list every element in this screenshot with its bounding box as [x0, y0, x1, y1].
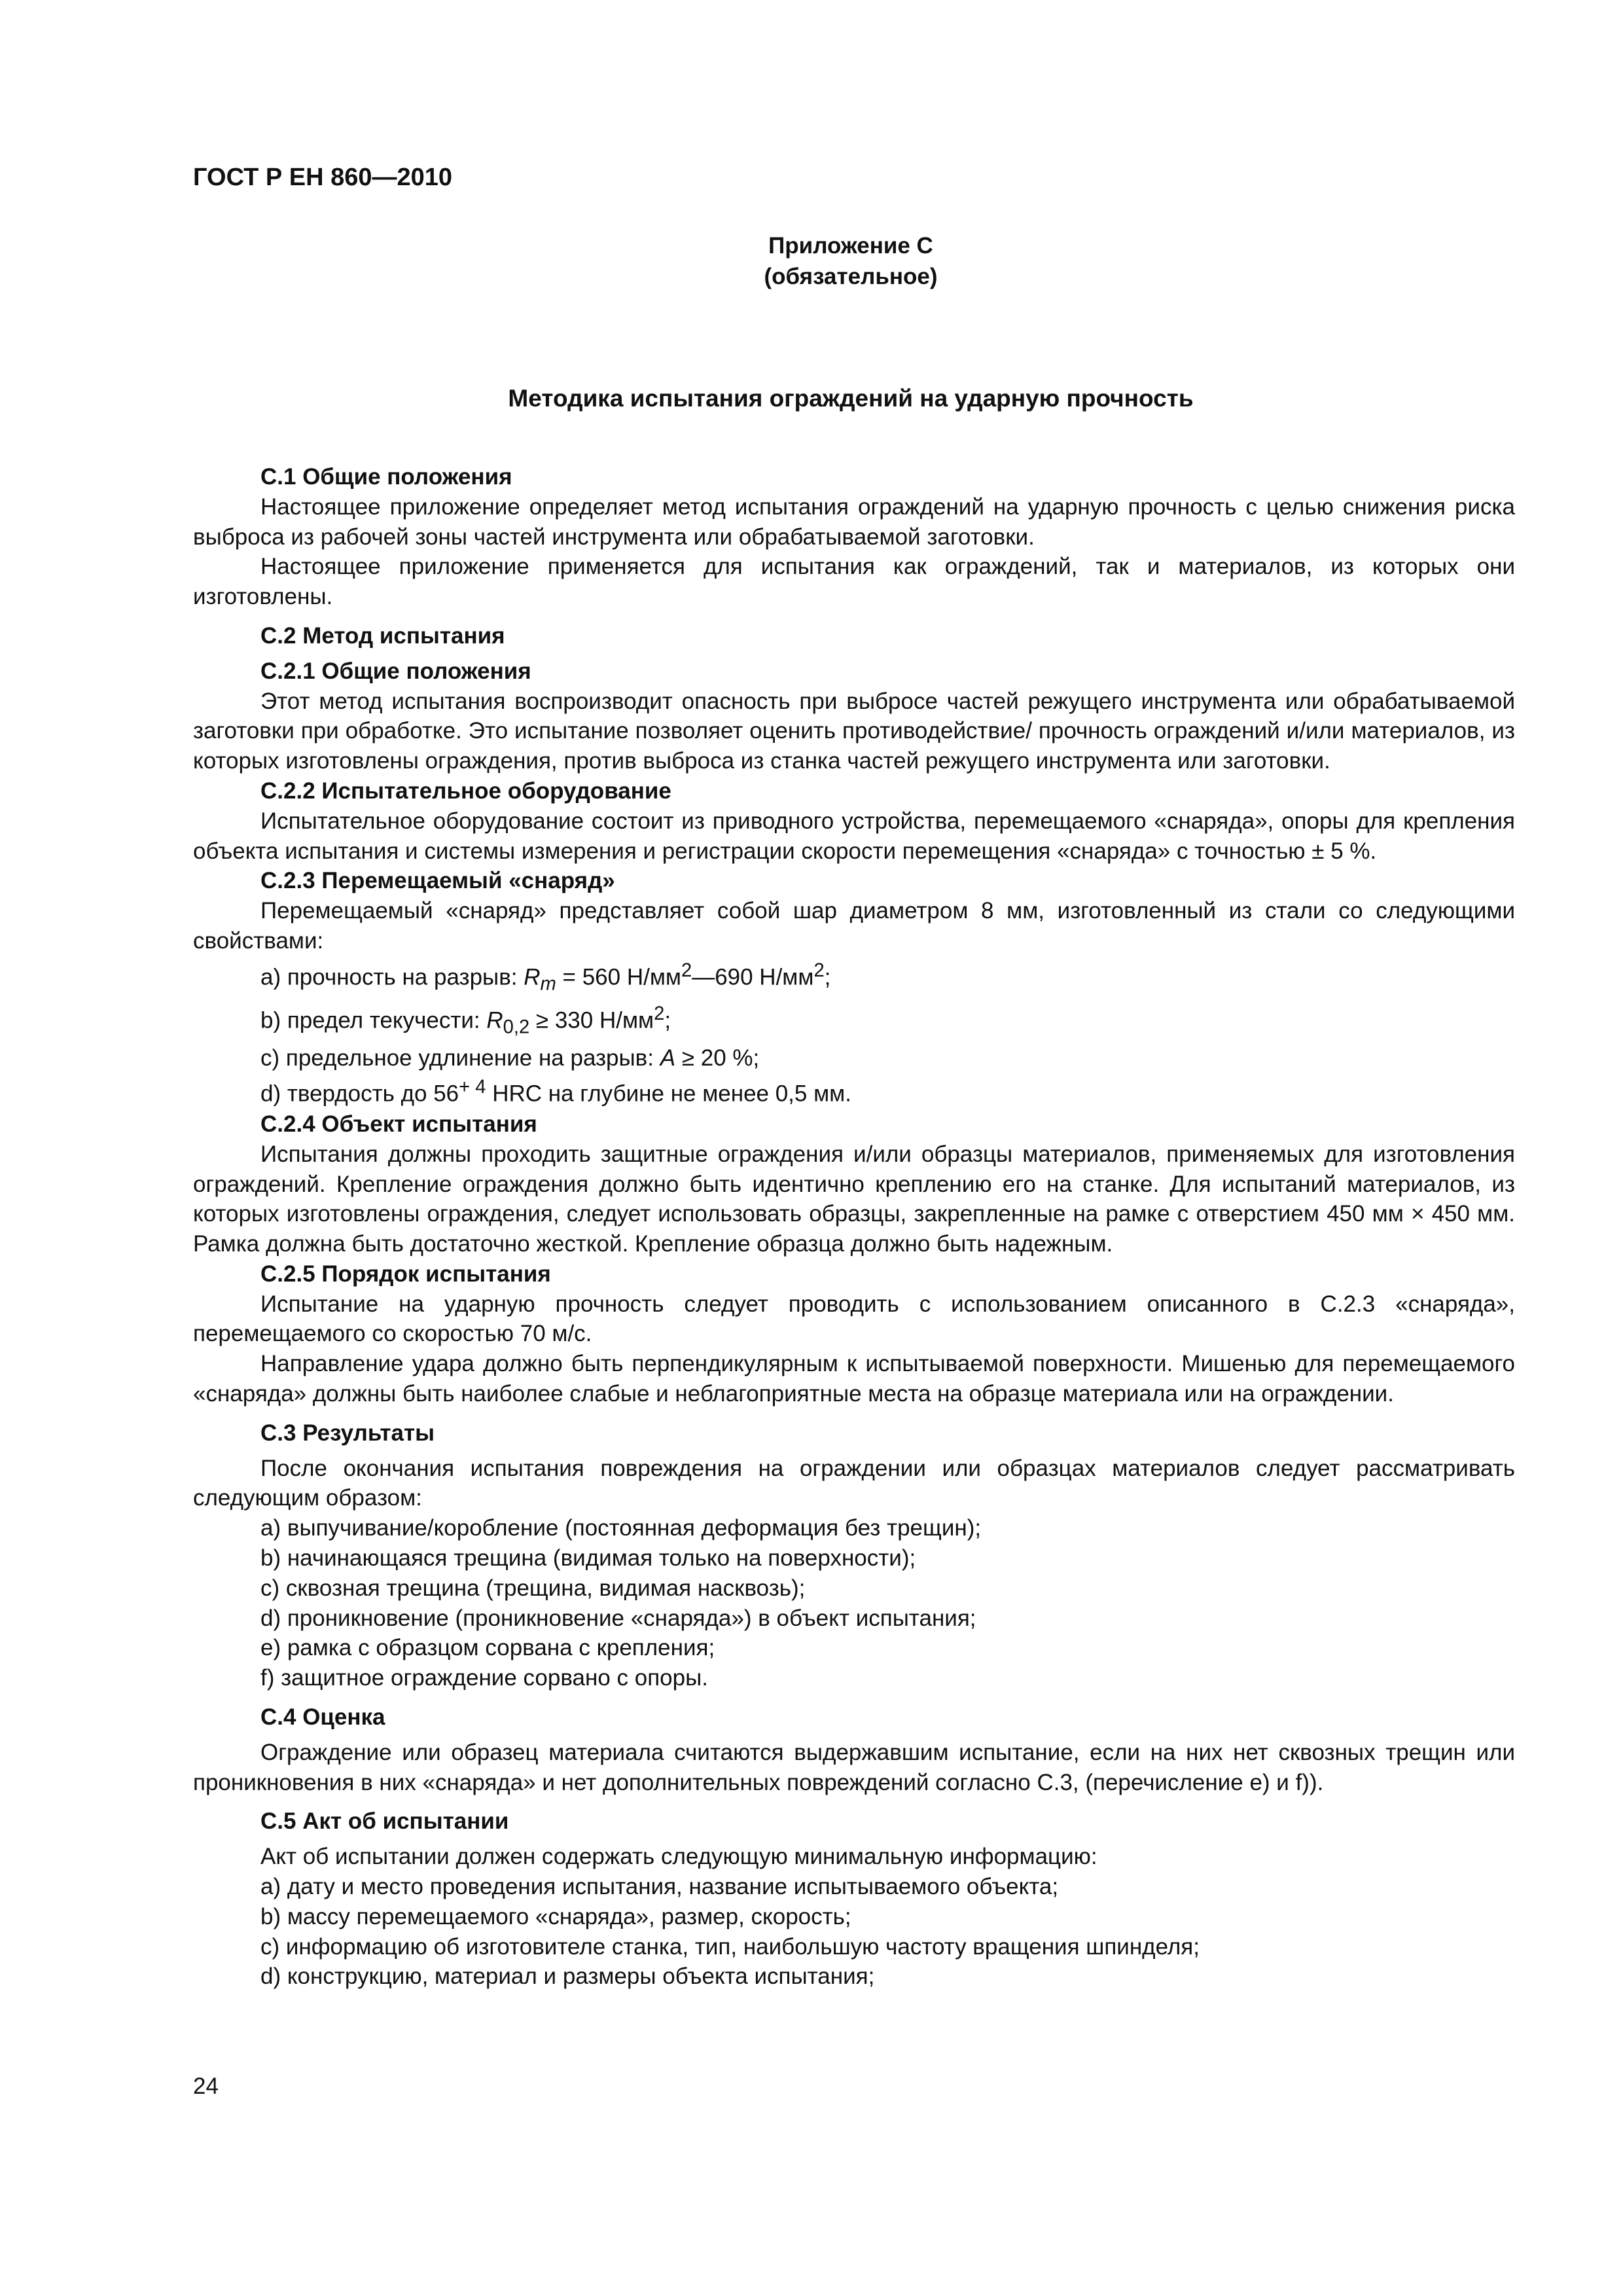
list-item: а) прочность на разрыв: $R_m = 560$ $Н/мм^2—690$ $Н/мм^2$; — [260, 960, 831, 995]
list-item: а) дату и место проведения испытания, название испытываемого объекта; — [260, 1874, 1059, 1900]
list-item: с) предельное удлинение на разрыв: A ≥ 20 %; — [260, 1045, 760, 1071]
appendix-caption — [764, 230, 937, 292]
paragraph: После окончания испытания повреждения на ограждении или образцах материалов следует рассматривать следующим образом: — [193, 1455, 1515, 1511]
list-item: b) массу перемещаемого «снаряда», размер, скорость; — [260, 1903, 851, 1929]
section-heading: С.3 Результаты — [260, 1420, 435, 1446]
list-item: d) твердость до $56^{+ 4}$ HRC на глубине не менее 0,5 мм. — [260, 1077, 851, 1107]
document-header: ГОСТ Р ЕН 860—2010 — [193, 164, 453, 191]
list-item: е) рамка с образцом сорвана с крепления; — [260, 1635, 715, 1661]
section-heading: С.1 Общие положения — [260, 464, 512, 490]
paragraph: Направление удара должно быть перпендикулярным к испытываемой поверхности. Мишенью для перемещаемого «снаряда» должны быть наиболее слабые и неблагоприятные места на образце материала или на ограждении. — [193, 1351, 1515, 1407]
section-heading: С.5 Акт об испытании — [260, 1808, 509, 1835]
paragraph: Испытательное оборудование состоит из приводного устройства, перемещаемого «снаряда», опоры для крепления объекта испытания и системы измерения и регистрации скорости перемещения «снаряда» с точностью ± 5 %. — [193, 808, 1515, 864]
paragraph: Настоящее приложение применяется для испытания как ограждений, так и материалов, из которых они изготовлены. — [193, 554, 1515, 610]
paragraph: Акт об испытании должен содержать следующую минимальную информацию: — [260, 1844, 1097, 1870]
section-heading: С.4 Оценка — [260, 1704, 385, 1731]
list-item: с) информацию об изготовителе станка, тип, наибольшую частоту вращения шпинделя; — [260, 1933, 1200, 1960]
list-item: b) предел текучести: $R_{0,2} \ge 330$ $Н/мм^2$; — [260, 1003, 671, 1038]
paragraph: Ограждение или образец материала считаются выдержавшим испытание, если на них нет сквозных трещин или проникновения в них «снаряда» и нет дополнительных повреждений согласно С.3, (перечисление е) и f)). — [193, 1739, 1515, 1795]
paragraph: Испытание на ударную прочность следует проводить с использованием описанного в С.2.3 «снаряда», перемещаемого со скоростью 70 м/с. — [193, 1291, 1515, 1347]
results-list — [193, 1513, 1515, 1693]
list-item: d) проникновение (проникновение «снаряда») в объект испытания; — [260, 1605, 976, 1631]
page-number: 24 — [193, 2073, 219, 2099]
paragraph: Испытания должны проходить защитные ограждения и/или образцы материалов, применяемых для изготовления ограждений. Крепление ограждения должно быть идентично креплению его на станке. Для испытаний материалов, из которых изготовлены ограждения, следует использовать образцы, закрепленные на рамке с отверстием 450 мм × 450 мм. Рамка должна быть достаточно жесткой. Крепление образца должно быть надежным. — [193, 1141, 1515, 1257]
list-item: с) сквозная трещина (трещина, видимая насквозь); — [260, 1575, 806, 1601]
report-list — [193, 1872, 1515, 1992]
appendix-title: Методика испытания ограждений на ударную прочность — [508, 385, 1194, 412]
paragraph: Этот метод испытания воспроизводит опасность при выбросе частей режущего инструмента или обрабатываемой заготовки при обработке. Это испытание позволяет оценить противодействие/ прочность ограждений и/или материалов, из которых изготовлены ограждения, против выброса из станка частей режущего инструмента или заготовки. — [193, 688, 1515, 774]
list-item: d) конструкцию, материал и размеры объекта испытания; — [260, 1964, 875, 1990]
appendix-status: (обязательное) — [764, 264, 938, 289]
document-body — [193, 462, 1515, 1992]
subsection-heading: С.2.2 Испытательное оборудование — [260, 778, 671, 804]
section-heading: С.2 Метод испытания — [260, 622, 505, 649]
list-item: а) выпучивание/коробление (постоянная деформация без трещин); — [260, 1515, 982, 1541]
list-item: f) защитное ограждение сорвано с опоры. — [260, 1665, 708, 1691]
list-item: b) начинающаяся трещина (видимая только на поверхности); — [260, 1545, 916, 1571]
paragraph: Настоящее приложение определяет метод испытания ограждений на ударную прочность с целью снижения риска выброса из рабочей зоны частей инструмента или обрабатываемой заготовки. — [193, 493, 1515, 550]
subsection-heading: С.2.5 Порядок испытания — [260, 1261, 551, 1287]
paragraph: Перемещаемый «снаряд» представляет собой шар диаметром 8 мм, изготовленный из стали со следующими свойствами: — [193, 898, 1515, 954]
property-list — [193, 956, 1515, 1109]
subsection-heading: С.2.3 Перемещаемый «снаряд» — [260, 868, 615, 894]
appendix-label: Приложение С — [768, 233, 933, 259]
subsection-heading: С.2.1 Общие положения — [260, 658, 531, 684]
subsection-heading: С.2.4 Объект испытания — [260, 1111, 537, 1137]
